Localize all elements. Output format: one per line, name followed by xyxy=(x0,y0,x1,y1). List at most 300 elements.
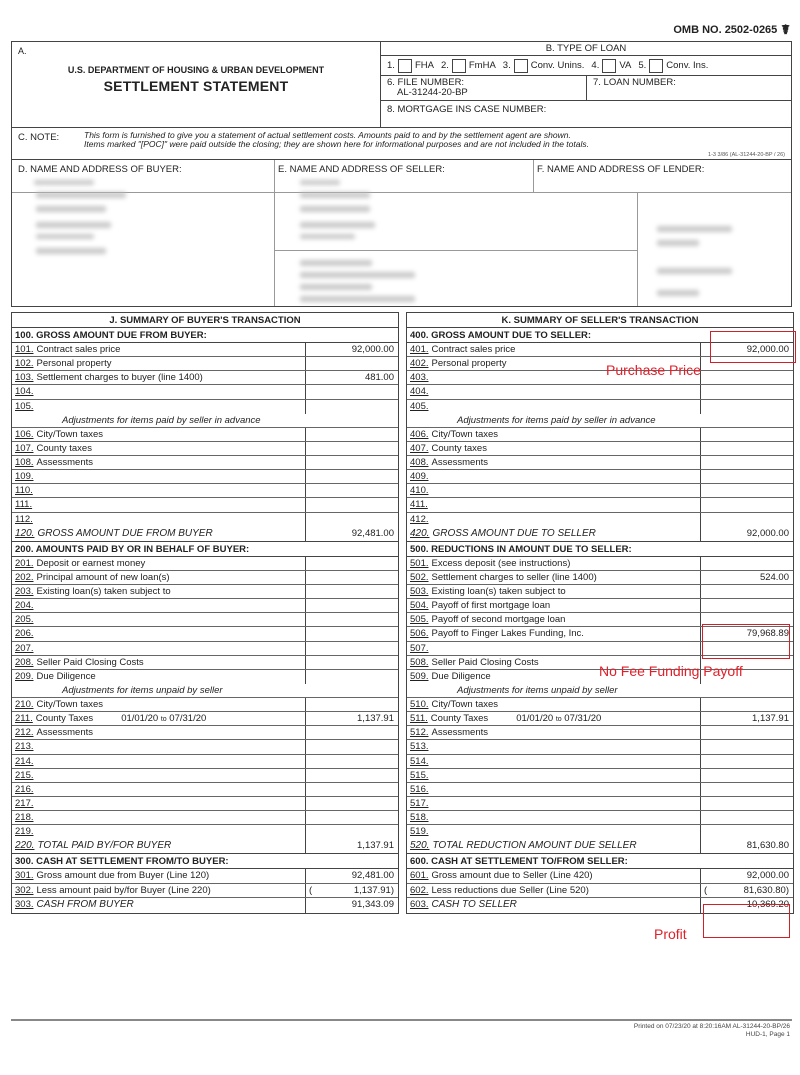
line-amount xyxy=(701,371,793,384)
note-label: C. NOTE: xyxy=(18,132,60,143)
date-to-word: to xyxy=(555,716,562,724)
line-description xyxy=(407,769,701,782)
mortgage-ins-case-label: 8. MORTGAGE INS CASE NUMBER: xyxy=(387,104,547,115)
line-amount xyxy=(306,627,398,640)
divider xyxy=(274,250,637,251)
line-desc: Settlement charges to buyer (line 1400) xyxy=(36,372,203,384)
department-name: U.S. DEPARTMENT OF HOUSING & URBAN DEVELOPMENT xyxy=(67,65,325,75)
line-desc: City/Town taxes xyxy=(431,428,499,440)
table-row xyxy=(407,513,793,527)
line-amount-value: 1,137.91 xyxy=(357,713,394,725)
line-number: 110. xyxy=(15,485,33,497)
line-desc: GROSS AMOUNT DUE FROM BUYER xyxy=(37,527,213,539)
section-b xyxy=(381,42,791,127)
line-amount-value: 91,343.09 xyxy=(351,898,394,910)
line-desc: City/Town taxes xyxy=(36,428,104,440)
line-description xyxy=(12,797,306,810)
redacted-seller-city xyxy=(300,206,370,212)
line-description xyxy=(12,357,306,370)
table-row xyxy=(12,656,398,670)
line-amount xyxy=(701,825,793,839)
line-number: 216. xyxy=(15,783,34,795)
line-description xyxy=(407,343,701,356)
table-row xyxy=(407,428,793,442)
table-row xyxy=(12,599,398,613)
loan-type-conv-ins[interactable] xyxy=(638,59,708,73)
line-number: 208. xyxy=(15,656,34,668)
line-amount-value: 1,137.91) xyxy=(353,884,394,896)
line-number: 204. xyxy=(15,600,34,612)
checkbox-conv-ins[interactable] xyxy=(649,59,663,73)
line-number: 602. xyxy=(410,884,429,896)
redacted-place-line4 xyxy=(300,296,415,302)
line-description xyxy=(407,755,701,768)
table-row xyxy=(407,498,793,512)
line-description xyxy=(407,599,701,612)
line-desc: Payoff of second mortgage loan xyxy=(431,614,566,626)
line-description xyxy=(12,726,306,739)
line-description xyxy=(12,498,306,511)
line-description xyxy=(407,797,701,810)
line-desc: Existing loan(s) taken subject to xyxy=(36,585,171,597)
line-amount xyxy=(701,385,793,398)
file-number-value: AL-31244-20-BP xyxy=(397,87,468,98)
line-amount: 92,481.00 xyxy=(351,527,394,539)
line-number: 214. xyxy=(15,755,34,767)
date-to: 07/31/20 xyxy=(169,713,207,725)
buyer-summary-title: J. SUMMARY OF BUYER'S TRANSACTION xyxy=(12,313,398,328)
lender-label: F. NAME AND ADDRESS OF LENDER: xyxy=(537,164,705,175)
line-amount-value: 92,000.00 xyxy=(746,344,789,355)
table-row xyxy=(407,442,793,456)
redacted-place-line1 xyxy=(300,260,372,266)
redacted-agent-line1 xyxy=(300,222,375,228)
line-description xyxy=(407,571,701,584)
note-line-2: Items marked "[POC]" were paid outside the closing; they are shown here for informational purposes and are not included in the totals. xyxy=(84,139,589,149)
line-amount xyxy=(306,484,398,497)
line-desc: Due Diligence xyxy=(431,670,491,682)
checkbox-conv-unins[interactable] xyxy=(514,59,528,73)
line-amount xyxy=(701,783,793,796)
line-amount xyxy=(701,513,793,527)
line-description xyxy=(12,712,306,725)
paren: ( xyxy=(704,884,708,896)
table-row xyxy=(12,428,398,442)
line-number: 603. xyxy=(410,898,429,910)
line-amount xyxy=(306,769,398,782)
line-description xyxy=(407,884,701,897)
option-label: VA xyxy=(619,60,632,71)
checkbox-fmha[interactable] xyxy=(452,59,466,73)
line-amount xyxy=(306,670,398,684)
file-loan-row xyxy=(381,76,791,101)
line-amount xyxy=(306,557,398,570)
line-amount xyxy=(306,642,398,655)
line-amount xyxy=(701,442,793,455)
line-description xyxy=(407,498,701,511)
line-amount xyxy=(306,400,398,414)
line-amount xyxy=(701,884,793,897)
line-number: 512. xyxy=(410,727,429,739)
divider xyxy=(637,192,638,307)
line-description xyxy=(12,811,306,824)
line-desc: County taxes xyxy=(36,442,92,454)
line-number: 212. xyxy=(15,727,34,739)
table-row xyxy=(12,869,398,883)
line-number: 220. xyxy=(15,840,35,852)
loan-type-conv-unins[interactable] xyxy=(503,59,585,73)
redacted-buyer-city xyxy=(36,206,106,212)
table-row xyxy=(407,456,793,470)
line-520-total xyxy=(407,839,793,854)
line-number: 404. xyxy=(410,386,429,398)
line-number: 106. xyxy=(15,428,34,440)
line-description xyxy=(407,428,701,441)
line-desc: Less amount paid by/for Buyer (Line 220) xyxy=(36,884,211,896)
line-number: 120. xyxy=(15,527,35,539)
line-number: 516. xyxy=(410,783,429,795)
date-from: 01/01/20 xyxy=(121,713,159,725)
table-row xyxy=(407,797,793,811)
line-amount xyxy=(701,428,793,441)
line-number: 517. xyxy=(410,797,429,809)
line-number: 519. xyxy=(410,826,429,838)
line-description xyxy=(12,513,306,527)
checkbox-fha[interactable] xyxy=(398,59,412,73)
footer xyxy=(634,1023,790,1039)
table-row xyxy=(407,484,793,498)
line-desc: Deposit or earnest money xyxy=(36,557,146,569)
line-amount xyxy=(701,869,793,882)
adjustments-advance-label: Adjustments for items paid by seller in advance xyxy=(12,414,398,428)
line-desc: County taxes xyxy=(431,442,487,454)
line-description xyxy=(407,627,701,640)
redacted-place-line2 xyxy=(300,272,415,278)
table-row xyxy=(12,557,398,571)
line-number: 211. xyxy=(15,713,33,725)
line-description xyxy=(12,755,306,768)
table-row xyxy=(407,755,793,769)
table-row xyxy=(12,698,398,712)
table-row xyxy=(12,769,398,783)
line-desc: Settlement charges to seller (line 1400) xyxy=(431,571,597,583)
line-amount-value: 1,137.91 xyxy=(752,713,789,725)
line-number: 411. xyxy=(410,499,428,511)
line-number: 213. xyxy=(15,741,34,753)
section-300-header: 300. CASH AT SETTLEMENT FROM/TO BUYER: xyxy=(12,854,398,869)
note-text xyxy=(84,131,783,149)
line-amount xyxy=(306,599,398,612)
line-desc: Existing loan(s) taken subject to xyxy=(431,585,566,597)
line-description xyxy=(12,343,306,356)
loan-type-va[interactable] xyxy=(591,59,631,73)
line-amount-value: 81,630.80) xyxy=(743,884,789,896)
table-row xyxy=(407,726,793,740)
line-amount xyxy=(306,357,398,370)
table-row xyxy=(12,884,398,898)
divider xyxy=(533,160,534,192)
date-to-word: to xyxy=(160,716,167,724)
line-description xyxy=(12,585,306,598)
table-row xyxy=(12,470,398,484)
table-row xyxy=(12,513,398,527)
redacted-property-line2 xyxy=(36,234,94,239)
line-number: 412. xyxy=(410,513,429,525)
annotation-payoff: No Fee Funding Payoff xyxy=(599,663,743,679)
line-amount xyxy=(306,755,398,768)
redacted-property-line3 xyxy=(36,248,106,254)
option-number: 1. xyxy=(387,60,395,71)
line-description xyxy=(12,385,306,398)
redacted-disbursement-date-label xyxy=(657,268,732,274)
line-number: 502. xyxy=(410,571,429,583)
table-row xyxy=(12,400,398,414)
table-row xyxy=(407,884,793,898)
table-row xyxy=(407,371,793,385)
line-420-total xyxy=(407,527,793,542)
line-description xyxy=(407,783,701,796)
line-description xyxy=(407,557,701,570)
line-amount xyxy=(306,371,398,384)
line-description xyxy=(12,627,306,640)
line-220-total xyxy=(12,839,398,854)
line-number: 508. xyxy=(410,656,429,668)
line-number: 407. xyxy=(410,442,429,454)
table-row xyxy=(12,627,398,641)
line-description xyxy=(12,571,306,584)
line-desc: County Taxes xyxy=(35,713,94,725)
line-desc: Principal amount of new loan(s) xyxy=(36,571,170,583)
line-desc: Personal property xyxy=(36,358,112,370)
printed-timestamp: Printed on 07/23/20 at 8:20:16AM AL-31244-20-BP/26 xyxy=(633,1023,790,1030)
footer-divider xyxy=(11,1019,792,1021)
table-row xyxy=(12,797,398,811)
line-amount xyxy=(701,797,793,810)
table-row xyxy=(12,783,398,797)
line-description xyxy=(407,712,701,725)
line-amount xyxy=(306,825,398,839)
table-row xyxy=(12,585,398,599)
line-description xyxy=(12,898,306,913)
table-row xyxy=(407,385,793,399)
line-number: 408. xyxy=(410,456,429,468)
line-amount: 92,000.00 xyxy=(746,527,789,539)
line-amount xyxy=(306,571,398,584)
line-amount xyxy=(306,726,398,739)
table-row xyxy=(12,357,398,371)
line-amount xyxy=(701,484,793,497)
table-row xyxy=(407,783,793,797)
loan-number-label: 7. LOAN NUMBER: xyxy=(593,77,676,88)
loan-type-fha[interactable] xyxy=(387,59,434,73)
line-number: 501. xyxy=(410,557,429,569)
seller-summary xyxy=(406,312,794,914)
line-number: 520. xyxy=(410,840,430,852)
line-number: 218. xyxy=(15,812,34,824)
option-label: Conv. Ins. xyxy=(666,60,709,71)
line-number: 406. xyxy=(410,428,429,440)
line-amount xyxy=(701,400,793,414)
line-amount xyxy=(306,797,398,810)
seller-label: E. NAME AND ADDRESS OF SELLER: xyxy=(278,164,445,175)
line-amount xyxy=(306,456,398,469)
line-description xyxy=(407,442,701,455)
line-number: 217. xyxy=(15,797,34,809)
line-amount xyxy=(306,898,398,913)
line-desc: City/Town taxes xyxy=(431,698,499,710)
table-row xyxy=(12,670,398,684)
redacted-buyer-address xyxy=(36,192,126,198)
line-amount xyxy=(701,599,793,612)
line-number: 509. xyxy=(410,670,429,682)
line-description xyxy=(407,698,701,711)
line-desc: CASH TO SELLER xyxy=(431,898,517,910)
table-row xyxy=(407,712,793,726)
table-row xyxy=(407,698,793,712)
line-number: 518. xyxy=(410,812,429,824)
line-number: 111. xyxy=(15,499,33,511)
line-amount xyxy=(701,811,793,824)
omb-number-text: OMB NO. 2502-0265 xyxy=(673,24,778,36)
line-number: 511. xyxy=(410,713,428,725)
line-description xyxy=(407,585,701,598)
table-row xyxy=(12,726,398,740)
line-description xyxy=(12,670,306,684)
redacted-place-line3 xyxy=(300,284,372,290)
line-amount-value: 92,000.00 xyxy=(746,870,789,882)
line-amount xyxy=(306,613,398,626)
line-amount-value: 524.00 xyxy=(759,571,789,583)
option-label: Conv. Unins. xyxy=(530,60,585,71)
line-number: 503. xyxy=(410,585,429,597)
line-description xyxy=(12,642,306,655)
table-row xyxy=(12,898,398,913)
line-number: 507. xyxy=(410,642,429,654)
line-number: 215. xyxy=(15,769,34,781)
annotation-box-payoff xyxy=(702,624,790,659)
adjustments-advance-label: Adjustments for items paid by seller in advance xyxy=(407,414,793,428)
line-amount: 81,630.80 xyxy=(746,840,789,852)
line-number: 506. xyxy=(410,628,429,640)
divider xyxy=(12,192,792,193)
line-desc: Seller Paid Closing Costs xyxy=(431,656,539,668)
line-amount-value: 92,000.00 xyxy=(351,344,394,355)
divider xyxy=(274,160,275,307)
line-description xyxy=(407,484,701,497)
line-amount xyxy=(701,755,793,768)
loan-type-fmha[interactable] xyxy=(441,59,496,73)
table-row xyxy=(407,470,793,484)
line-desc: Contract sales price xyxy=(36,344,121,355)
table-row xyxy=(12,613,398,627)
line-description xyxy=(407,613,701,626)
line-number: 109. xyxy=(15,471,34,483)
line-description xyxy=(12,371,306,384)
line-desc: TOTAL PAID BY/FOR BUYER xyxy=(37,840,172,852)
table-row xyxy=(407,740,793,754)
adjustments-unpaid-label: Adjustments for items unpaid by seller xyxy=(407,684,793,698)
line-description xyxy=(12,484,306,497)
line-number: 409. xyxy=(410,471,429,483)
line-amount xyxy=(306,442,398,455)
table-row xyxy=(407,599,793,613)
redacted-settlement-date-label xyxy=(657,226,732,232)
line-description xyxy=(12,740,306,753)
line-number: 207. xyxy=(15,642,34,654)
line-number: 112. xyxy=(15,513,33,525)
table-row xyxy=(407,769,793,783)
table-row xyxy=(12,811,398,825)
annotation-box-profit xyxy=(703,904,790,938)
date-to: 07/31/20 xyxy=(564,713,602,725)
adjustments-unpaid-label: Adjustments for items unpaid by seller xyxy=(12,684,398,698)
section-a-label: A. xyxy=(18,46,27,56)
page-indicator: HUD-1, Page 1 xyxy=(745,1031,790,1038)
option-number: 3. xyxy=(502,60,511,71)
line-description xyxy=(12,599,306,612)
line-desc: CASH FROM BUYER xyxy=(36,898,134,910)
line-amount xyxy=(701,571,793,584)
line-amount xyxy=(306,783,398,796)
line-desc: Excess deposit (see instructions) xyxy=(431,557,571,569)
line-number: 420. xyxy=(410,527,430,539)
option-number: 4. xyxy=(591,60,600,71)
checkbox-va[interactable] xyxy=(602,59,616,73)
line-desc: Assessments xyxy=(431,456,488,468)
table-row xyxy=(407,825,793,839)
annotation-purchase-price: Purchase Price xyxy=(606,362,701,378)
line-description xyxy=(407,642,701,655)
line-desc: Contract sales price xyxy=(431,344,516,355)
table-row xyxy=(407,585,793,599)
line-desc: County Taxes xyxy=(430,713,489,725)
line-desc: Due Diligence xyxy=(36,670,96,682)
line-desc: Assessments xyxy=(431,727,488,739)
line-amount-value: 10,369.20 xyxy=(746,898,789,910)
line-description xyxy=(407,385,701,398)
line-description xyxy=(407,898,701,913)
line-number: 107. xyxy=(15,442,34,454)
line-number: 102. xyxy=(15,358,34,370)
line-number: 514. xyxy=(410,755,429,767)
table-row xyxy=(12,442,398,456)
line-number: 505. xyxy=(410,614,429,626)
table-row xyxy=(407,571,793,585)
table-row xyxy=(12,456,398,470)
table-row xyxy=(12,571,398,585)
line-amount xyxy=(306,811,398,824)
line-amount xyxy=(306,343,398,356)
table-row xyxy=(12,712,398,726)
section-600-header: 600. CASH AT SETTLEMENT TO/FROM SELLER: xyxy=(407,854,793,869)
proration-dates xyxy=(121,713,206,724)
line-number: 210. xyxy=(15,698,34,710)
line-amount xyxy=(701,585,793,598)
line-number: 104. xyxy=(15,386,34,398)
line-amount xyxy=(306,513,398,527)
file-number-field xyxy=(381,76,587,100)
line-number: 201. xyxy=(15,557,34,569)
line-amount xyxy=(306,470,398,483)
line-number: 510. xyxy=(410,698,429,710)
type-of-loan-title: B. TYPE OF LOAN xyxy=(381,42,791,56)
table-row xyxy=(12,825,398,839)
hud-logo-icon: ☤ xyxy=(781,22,790,37)
line-amount xyxy=(306,656,398,669)
line-description xyxy=(12,442,306,455)
line-description xyxy=(407,726,701,739)
line-desc: Gross amount due to Seller (Line 420) xyxy=(431,870,593,882)
